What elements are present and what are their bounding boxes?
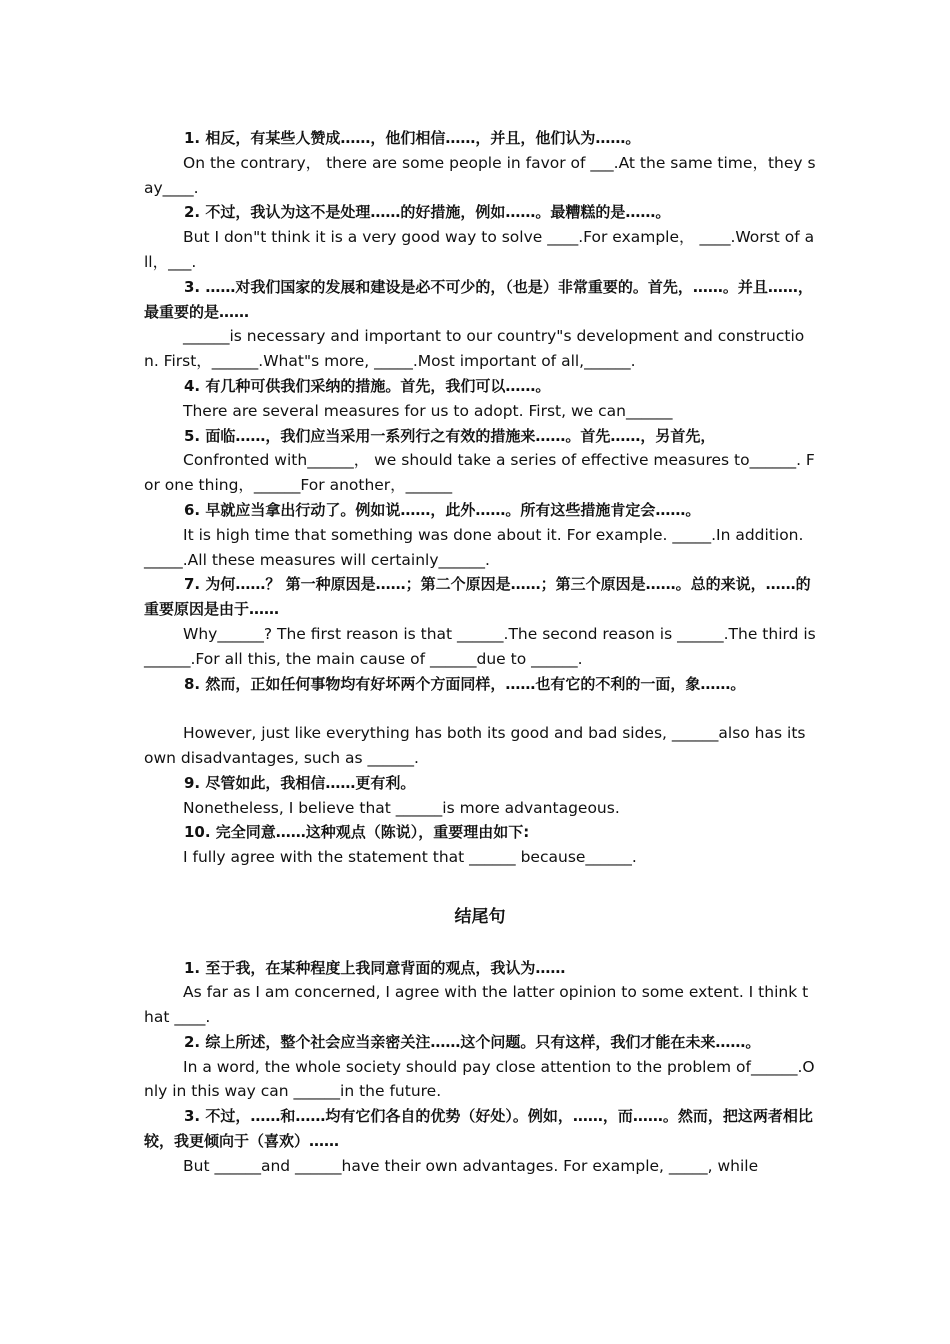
english-template: However, just like everything has both its good and bad sides, ______also has its own disadvantages, such as ______.	[144, 724, 811, 767]
english-template: Confronted with______， we should take a series of effective measures to______. For one thing，______For another，______	[144, 451, 815, 495]
list-item	[144, 820, 816, 870]
english-template: Nonetheless, I believe that ______is more advantageous.	[183, 798, 620, 817]
english-template: It is high time that something was done about it. For example. _____.In addition. _____.All these measures will certainly______.	[144, 525, 809, 569]
chinese-sentence: 1. 相反，有某些人赞成……，他们相信……，并且，他们认为……。	[184, 129, 641, 147]
english-template: In a word, the whole society should pay close attention to the problem of______.Only in this way can ______in the future.	[144, 1057, 815, 1101]
list-item	[144, 956, 816, 1030]
list-item	[144, 374, 816, 424]
chinese-sentence: 10. 完全同意……这种观点（陈说），重要理由如下:	[184, 823, 530, 842]
chinese-sentence: 3. ……对我们国家的发展和建设是必不可少的，（也是）非常重要的。首先，……。并且……，最重要的是……	[144, 277, 813, 321]
list-item	[144, 498, 816, 572]
list-item	[144, 424, 816, 498]
list-item	[144, 126, 816, 200]
list-item	[144, 572, 821, 671]
chinese-sentence: 3. 不过，……和……均有它们各自的优势（好处）。例如，……，而……。然而，把这两者相比较，我更倾向于（喜欢）……	[144, 1107, 813, 1151]
chinese-sentence: 1. 至于我，在某种程度上我同意背面的观点，我认为……	[184, 958, 566, 977]
chinese-sentence: 2. 综上所述，整个社会应当亲密关注……这个问题。只有这样，我们才能在未来……。	[184, 1032, 761, 1051]
list-item	[144, 1104, 816, 1178]
blank-line	[144, 696, 816, 721]
chinese-sentence: 9. 尽管如此，我相信……更有利。	[184, 773, 416, 792]
english-template: But ______and ______have their own advantages. For example, _____, while	[183, 1156, 759, 1175]
chinese-sentence: 5. 面临……，我们应当采用一系列行之有效的措施来……。首先……，另首先，	[184, 426, 716, 445]
chinese-sentence: 6. 早就应当拿出行动了。例如说……，此外……。所有这些措施肯定会……。	[184, 500, 701, 519]
english-template: I fully agree with the statement that ______ because______.	[183, 848, 637, 867]
english-template: Why______? The first reason is that ______.The second reason is ______.The third is ______.For all this, the main cause of ______due to ______.	[144, 624, 821, 668]
blank-line	[144, 870, 816, 895]
blank-line	[144, 931, 816, 956]
list-item	[144, 672, 816, 771]
body-sentence-list	[144, 126, 821, 870]
document-content	[144, 126, 821, 1179]
chinese-sentence: 2. 不过，我认为这不是处理……的好措施，例如……。最糟糕的是……。	[184, 203, 671, 222]
list-item	[144, 771, 816, 821]
list-item	[144, 1030, 816, 1104]
chinese-sentence: 4. 有几种可供我们采纳的措施。首先，我们可以……。	[184, 376, 551, 395]
closing-sentence-list	[144, 956, 816, 1179]
list-item	[144, 200, 816, 274]
chinese-sentence: 8. 然而，正如任何事物均有好坏两个方面同样，……也有它的不利的一面，象……。	[184, 674, 746, 693]
english-template: There are several measures for us to adopt. First, we can______	[183, 401, 673, 420]
english-template: As far as I am concerned, I agree with the latter opinion to some extent. I think that ____.	[144, 983, 809, 1027]
english-template: But I don"t think it is a very good way to solve ____.For example， ____.Worst of all，___.	[144, 228, 815, 271]
english-template: ______is necessary and important to our country"s development and construction. First，______.What"s more, _____.Most important of all,______.	[144, 327, 805, 371]
english-template: On the contrary， there are some people in favor of ___.At the same time，they say____.	[144, 153, 816, 197]
list-item	[144, 275, 816, 374]
section-heading: 结尾句	[454, 906, 506, 927]
chinese-sentence: 7. 为何……？ 第一种原因是……；第二个原因是……；第三个原因是……。总的来说，……的重要原因是由于……	[144, 575, 811, 619]
